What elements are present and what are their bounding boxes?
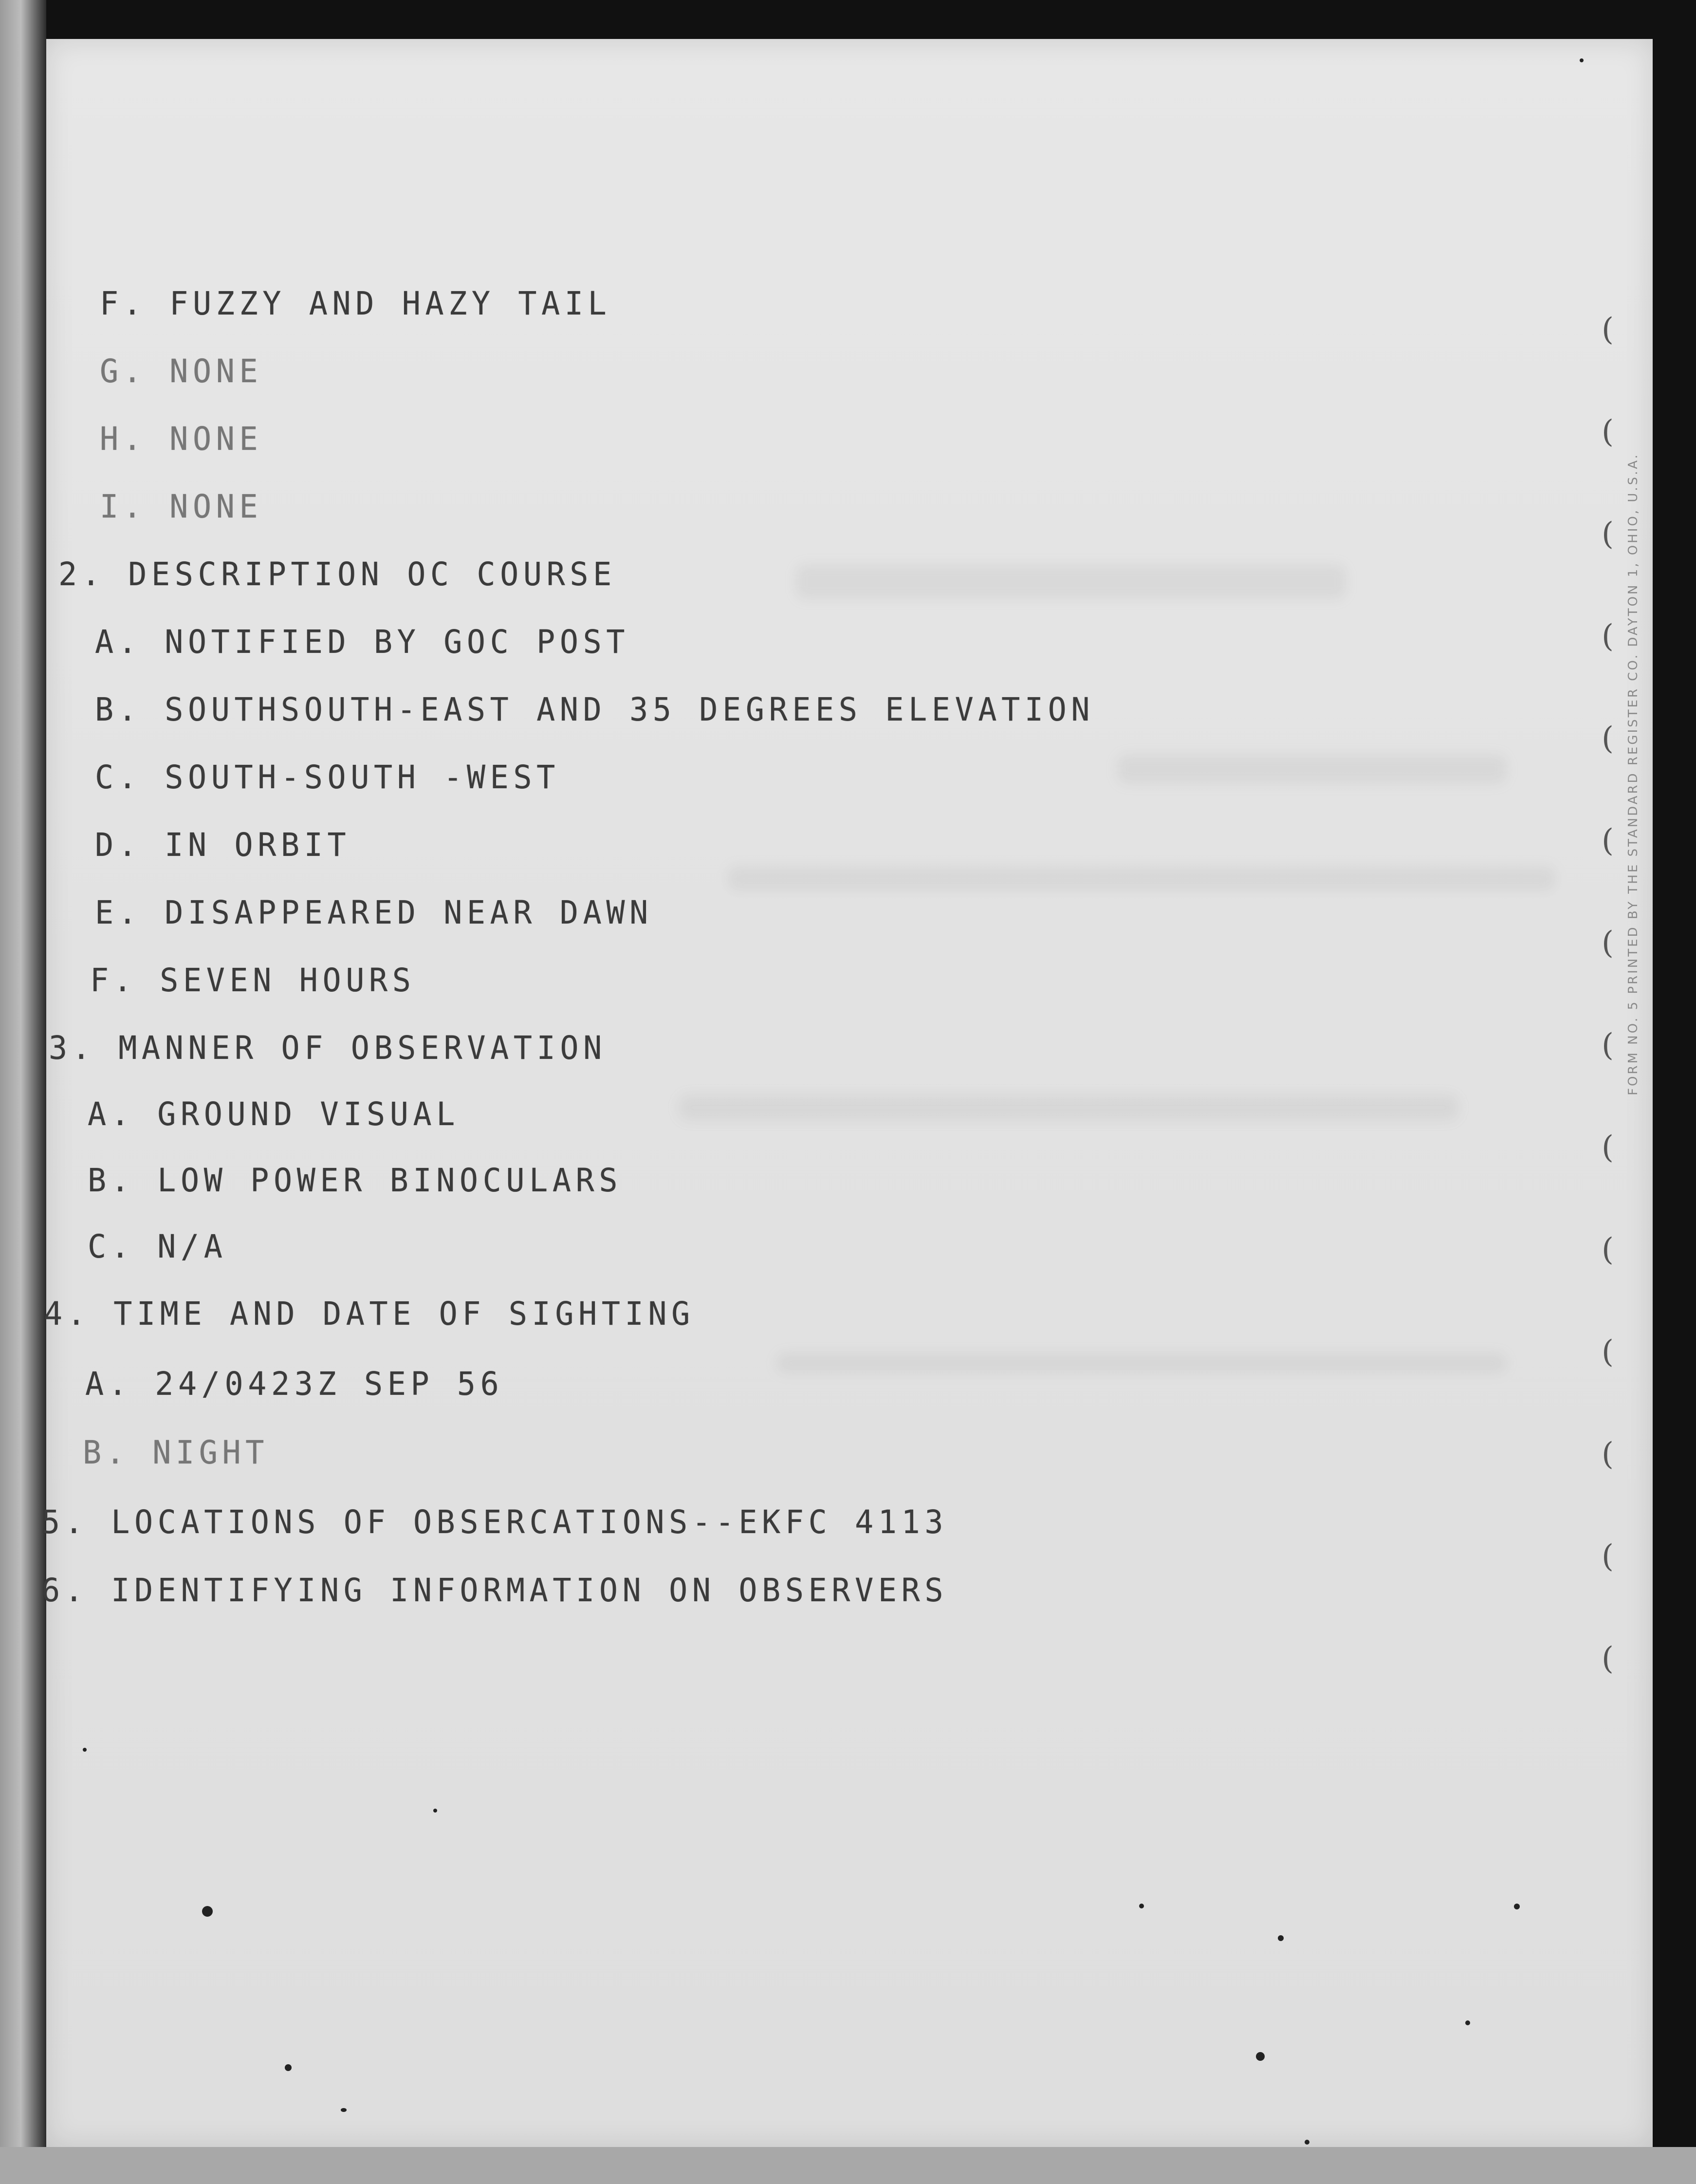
pin-feed-hole-mark: (: [1602, 1538, 1614, 1574]
item-g: G. NONE: [100, 352, 263, 390]
item-2c: C. SOUTH-SOUTH -WEST: [95, 759, 560, 796]
dust-speck: [433, 1809, 437, 1813]
pin-feed-hole-mark: (: [1602, 1334, 1614, 1370]
item-2a: A. NOTIFIED BY GOC POST: [95, 623, 630, 661]
item-f-shape: F. FUZZY AND HAZY TAIL: [100, 285, 611, 322]
dust-speck: [285, 2064, 292, 2071]
dust-speck: [1139, 1904, 1144, 1908]
pin-feed-hole-mark: (: [1602, 1129, 1614, 1166]
dust-speck: [1278, 1935, 1284, 1941]
section-4-heading: 4. TIME AND DATE OF SIGHTING: [44, 1295, 695, 1333]
section-2-heading: 2. DESCRIPTION OC COURSE: [58, 555, 616, 593]
section-3-heading: 3. MANNER OF OBSERVATION: [49, 1029, 607, 1067]
item-2e: E. DISAPPEARED NEAR DAWN: [95, 894, 653, 931]
item-4b: B. NIGHT: [83, 1434, 269, 1471]
item-2b: B. SOUTHSOUTH-EAST AND 35 DEGREES ELEVATION: [95, 691, 1095, 728]
section-6-heading: 6. IDENTIFYING INFORMATION ON OBSERVERS: [41, 1572, 948, 1609]
dust-speck: [1580, 58, 1584, 62]
dust-speck: [1305, 2140, 1309, 2145]
pin-feed-hole-mark: (: [1602, 414, 1614, 450]
item-3b: B. LOW POWER BINOCULARS: [88, 1162, 623, 1199]
pin-feed-hole-mark: (: [1602, 516, 1614, 552]
dust-speck: [1256, 2052, 1265, 2061]
pin-feed-hole-mark: (: [1602, 823, 1614, 859]
dust-speck: [83, 1748, 87, 1752]
dust-speck: [1465, 2020, 1470, 2025]
pin-feed-hole-mark: (: [1602, 1641, 1614, 1677]
item-4a: A. 24/0423Z SEP 56: [85, 1365, 504, 1403]
pin-feed-hole-mark: (: [1602, 618, 1614, 654]
pin-feed-hole-mark: (: [1602, 925, 1614, 961]
item-3c: C. N/A: [88, 1228, 227, 1265]
pin-feed-hole-mark: (: [1602, 1027, 1614, 1063]
pin-feed-hole-mark: (: [1602, 312, 1614, 348]
dust-speck: [1514, 1904, 1520, 1909]
dust-speck: [202, 1906, 213, 1917]
item-3a: A. GROUND VISUAL: [88, 1095, 460, 1133]
pin-feed-hole-mark: (: [1602, 721, 1614, 757]
pin-feed-hole-mark: (: [1602, 1232, 1614, 1268]
pin-feed-hole-mark: (: [1602, 1436, 1614, 1472]
section-5-heading: 5. LOCATIONS OF OBSERCATIONS--EKFC 4113: [41, 1503, 948, 1541]
item-2d: D. IN ORBIT: [95, 826, 351, 864]
item-2f: F. SEVEN HOURS: [90, 962, 416, 999]
dust-speck: [341, 2108, 347, 2112]
item-i: I. NONE: [100, 488, 263, 525]
item-h: H. NONE: [100, 420, 263, 458]
form-margin-imprint: FORM NO. 5 PRINTED BY THE STANDARD REGISTER CO. DAYTON 1, OHIO, U.S.A.: [1626, 452, 1641, 1095]
